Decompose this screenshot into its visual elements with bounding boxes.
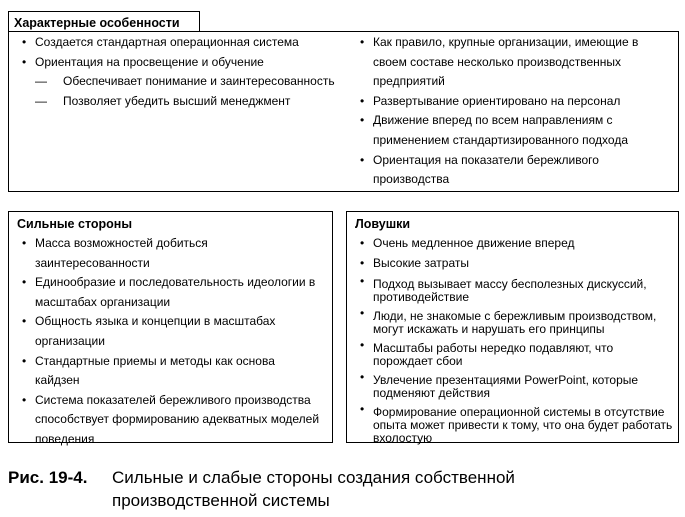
list-item: • Движение вперед по всем направлениям с применением стандартизированного подхода xyxy=(360,113,629,147)
list-item: • Формирование операционной системы в отсутствие опыта может привести к тому, что она будет работать вхолостую xyxy=(360,402,673,446)
bullet-icon: • xyxy=(22,275,27,290)
bullet-icon: • xyxy=(22,236,27,250)
list-item: • Увлечение презентациями PowerPoint, которые подменяют действия xyxy=(360,370,639,401)
list-item: • Единообразие и последовательность идеологии в масштабах организации xyxy=(22,275,316,309)
bullet-icon: • xyxy=(22,35,27,49)
bullet-icon: • xyxy=(360,35,365,49)
bullet-icon: • xyxy=(360,274,365,289)
pitfalls-title: Ловушки xyxy=(355,217,411,231)
bullet-icon: • xyxy=(360,152,365,167)
bullet-icon: • xyxy=(360,93,365,108)
strengths-title: Сильные стороны xyxy=(17,217,133,231)
pitfalls-panel xyxy=(346,211,679,446)
list-item: • Масштабы работы нередко подавляют, что порождает сбои xyxy=(360,338,614,369)
list-item: • Создается стандартная операционная система xyxy=(22,33,347,53)
bullet-icon: • xyxy=(360,338,365,353)
list-subitem: — Обеспечивает понимание и заинтересованность xyxy=(22,72,347,92)
features-title xyxy=(8,11,200,32)
list-item: • Очень медленное движение вперед xyxy=(360,234,675,254)
list-item: • Ориентация на показатели бережливого производства xyxy=(360,152,599,187)
list-subitem: — Позволяет убедить высший менеджмент xyxy=(22,92,347,112)
figure-caption-text: Сильные и слабые стороны создания собственной производственной системы xyxy=(112,468,515,510)
strengths-list xyxy=(22,234,322,450)
bullet-icon: • xyxy=(360,255,365,270)
features-panel xyxy=(8,31,679,192)
features-right-list xyxy=(360,33,650,190)
dash-icon: — xyxy=(35,93,47,108)
figure-number: Рис. 19-4. xyxy=(8,468,88,487)
dash-icon: — xyxy=(35,74,47,89)
strengths-panel xyxy=(8,211,333,446)
bullet-icon: • xyxy=(360,236,365,250)
list-item: • Стандартные приемы и методы как основа кайдзен xyxy=(22,353,275,388)
list-item: • Система показателей бережливого производства способствует формированию адекватных моделей поведения xyxy=(22,392,320,446)
list-item: • Ориентация на просвещение и обучение xyxy=(22,53,347,73)
bullet-icon: • xyxy=(22,353,27,368)
bullet-icon: • xyxy=(360,113,365,128)
list-item: • Развертывание ориентировано на персонал xyxy=(360,92,650,112)
bullet-icon: • xyxy=(22,54,27,69)
list-item: • Общность языка и концепции в масштабах организации xyxy=(22,314,276,348)
bullet-icon: • xyxy=(360,306,365,321)
pitfalls-list xyxy=(360,234,675,451)
features-left-list xyxy=(22,33,347,111)
list-item: • Подход вызывает массу бесполезных дискуссий, противодействие xyxy=(360,274,647,305)
list-item: • Как правило, крупные организации, имеющие в своем составе несколько производственных предприятий xyxy=(360,35,639,89)
list-item: • Высокие затраты xyxy=(360,254,675,274)
features-title-text: Характерные особенности xyxy=(14,16,180,30)
bullet-icon: • xyxy=(22,314,27,329)
bullet-icon: • xyxy=(360,402,365,417)
bullet-icon: • xyxy=(360,370,365,385)
list-item: • Люди, не знакомые с бережливым производством, могут искажать и нарушать его принципы xyxy=(360,306,657,337)
list-item: • Масса возможностей добиться заинтересованности xyxy=(22,236,208,270)
bullet-icon: • xyxy=(22,392,27,407)
